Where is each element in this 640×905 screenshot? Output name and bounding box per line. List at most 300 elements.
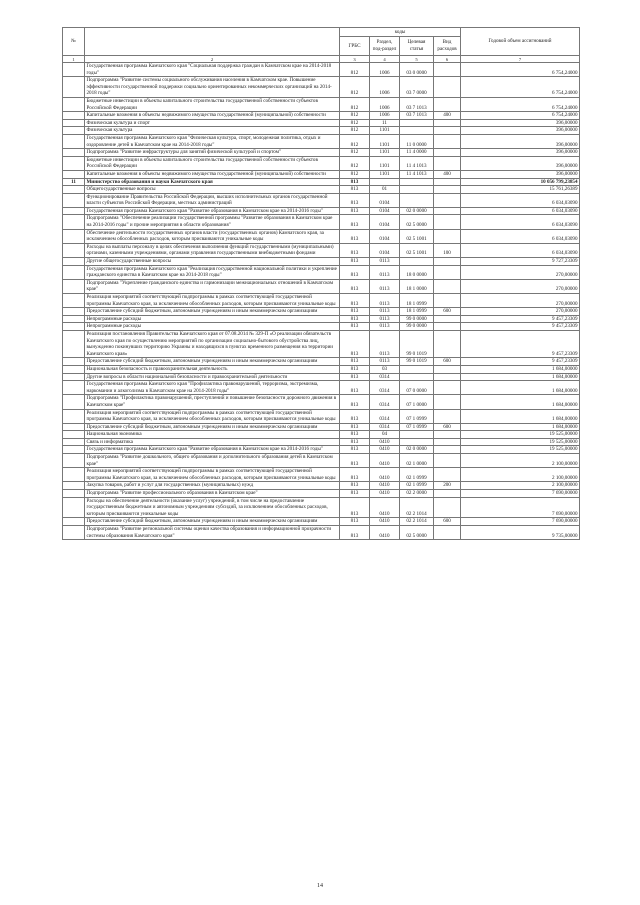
item-name-cell: Государственная программа Камчатского края "Физическая культура, спорт, молодежная политика, отдых и оздоровление детей в Камчатском крае на 2014-2018 годы" [85,134,340,148]
section-code-cell: 0410 [370,468,400,482]
expense-type-cell [434,395,461,409]
item-name-cell: Непрограммные расходы [85,315,340,323]
section-code-cell: 0113 [370,315,400,323]
item-name-cell: Подпрограмма "Обеспечение реализации государственной программы "Развитие образования в Камчатском крае на 2014-2016 годы" и прочие мероприятия в области образования" [85,215,340,229]
section-code-cell: 0113 [370,330,400,357]
allocation-amount-cell: 19 525,00000 [461,431,580,439]
target-article-cell: 03 0 0000 [400,63,434,77]
table-row [63,526,580,540]
target-article-cell [400,186,434,194]
item-name-cell: Государственная программа Камчатского края "Развитие образования в Камчатском крае на 2014-2016 годы" [85,446,340,454]
table-row [63,178,580,186]
allocation-amount-cell: 396,00000 [461,149,580,157]
target-article-cell: 99 0 1019 [400,330,434,357]
grbs-code-cell: 813 [340,215,370,229]
table-row [63,97,580,111]
grbs-code-cell: 813 [340,365,370,373]
header-row-1 [63,28,580,37]
section-code-cell [370,178,400,186]
allocation-amount-cell: 7 690,00000 [461,490,580,498]
expense-type-cell: 100 [434,243,461,257]
expense-type-cell [434,490,461,498]
table-row [63,409,580,423]
allocation-amount-cell: 15 761,26389 [461,186,580,194]
target-article-cell: 18 0 0000 [400,265,434,279]
allocation-amount-cell: 6 754,24000 [461,97,580,111]
expense-type-cell [434,526,461,540]
item-name-cell: Предоставление субсидий бюджетным, автономным учреждениям и иным некоммерческим организациям [85,518,340,526]
item-name-cell: Капитальные вложения в объекты недвижимого имущества государственной (муниципальной) собственности [85,170,340,178]
budget-table [62,27,580,540]
grbs-code-cell: 813 [340,308,370,316]
grbs-code-cell: 812 [340,119,370,127]
allocation-amount-cell: 6 754,24000 [461,77,580,98]
allocation-amount-cell: 396,00000 [461,127,580,135]
target-article-cell: 02 2 1014 [400,497,434,518]
target-article-cell: 03 7 1013 [400,112,434,120]
item-name-cell: Государственная программа Камчатского края "Развитие образования в Камчатском крае на 2014-2016 годы" [85,207,340,215]
row-number-cell [63,134,85,148]
item-name-cell: Подпрограмма "Развитие региональной системы оценки качества образования и информационной прозрачности системы образования Камчатского края" [85,526,340,540]
table-row [63,518,580,526]
expense-type-cell: 200 [434,482,461,490]
row-number-cell [63,215,85,229]
row-number-cell [63,365,85,373]
row-number-cell [63,63,85,77]
section-code-cell: 1101 [370,156,400,170]
section-code-cell: 0314 [370,395,400,409]
target-article-cell [400,373,434,381]
grbs-code-cell: 813 [340,279,370,293]
expense-type-cell [434,279,461,293]
allocation-amount-cell: 9 457,23309 [461,358,580,366]
expense-type-cell [434,63,461,77]
section-code-cell: 0410 [370,526,400,540]
table-row [63,468,580,482]
target-article-cell [400,193,434,207]
allocation-amount-cell: 6 034,03090 [461,207,580,215]
grbs-code-cell: 813 [340,468,370,482]
section-code-cell: 01 [370,186,400,194]
table-row [63,215,580,229]
expense-type-cell [434,97,461,111]
expense-type-cell [434,186,461,194]
expense-type-cell [434,315,461,323]
expense-type-cell [434,119,461,127]
allocation-amount-cell: 19 525,00000 [461,446,580,454]
table-row [63,112,580,120]
table-row [63,308,580,316]
table-row [63,497,580,518]
allocation-amount-cell: 270,00000 [461,294,580,308]
col-number: 2 [85,56,340,63]
table-row [63,373,580,381]
table-row [63,193,580,207]
grbs-code-cell: 813 [340,409,370,423]
item-name-cell: Реализация мероприятий соответствующей подпрограммы в рамках соответствующей государственной программы Камчатского края, за исключением обособленных расходов, которым присваиваются уникальные коды [85,409,340,423]
item-name-cell: Государственная программа Камчатского края "Социальная поддержка граждан в Камчатском крае на 2014-2018 годы" [85,63,340,77]
table-row [63,186,580,194]
expense-type-cell [434,431,461,439]
allocation-amount-cell: 9 457,23309 [461,315,580,323]
grbs-code-cell: 813 [340,265,370,279]
row-number-cell [63,438,85,446]
section-code-cell: 1006 [370,97,400,111]
table-row [63,431,580,439]
section-code-cell: 0410 [370,454,400,468]
table-row [63,279,580,293]
target-article-cell: 18 1 0000 [400,279,434,293]
section-code-cell: 0314 [370,381,400,395]
table-row [63,243,580,257]
item-name-cell: Обеспечение деятельности государственных органов власти (государственных органов) Камчатского края, за исключением обособленных расходов, которым присваиваются уникальные коды [85,229,340,243]
grbs-code-cell: 812 [340,97,370,111]
allocation-amount-cell: 9 457,23309 [461,330,580,357]
row-number-cell [63,119,85,127]
table-row [63,77,580,98]
grbs-code-cell: 813 [340,207,370,215]
grbs-code-cell: 812 [340,134,370,148]
grbs-code-cell: 812 [340,112,370,120]
target-article-cell: 02 5 0000 [400,526,434,540]
allocation-amount-cell: 6 034,03090 [461,215,580,229]
target-article-cell: 07 0 0000 [400,381,434,395]
expense-type-cell [434,330,461,357]
item-name-cell: Закупка товаров, работ и услуг для государственных (муниципальных) нужд [85,482,340,490]
allocation-amount-cell: 1 684,00000 [461,365,580,373]
item-name-cell: Физическая культура и спорт [85,119,340,127]
item-name-cell: Государственная программа Камчатского края "Профилактика правонарушений, терроризма, экстремизма, наркомании и алкоголизма в Камчатском крае на 2014-2018 годы" [85,381,340,395]
allocation-amount-cell: 396,00000 [461,156,580,170]
allocation-amount-cell: 6 754,24000 [461,112,580,120]
expense-type-cell: 600 [434,518,461,526]
row-number-cell [63,323,85,331]
row-number-cell [63,381,85,395]
grbs-code-cell: 813 [340,243,370,257]
grbs-code-cell: 813 [340,193,370,207]
allocation-amount-cell: 1 684,00000 [461,395,580,409]
grbs-code-cell: 813 [340,381,370,395]
expense-type-cell [434,365,461,373]
row-number-cell [63,526,85,540]
target-article-cell: 02 5 0000 [400,215,434,229]
section-code-cell: 0410 [370,482,400,490]
allocation-amount-cell: 2 100,00000 [461,468,580,482]
table-row [63,482,580,490]
table-body [63,63,580,540]
item-name-cell: Другие общегосударственные вопросы [85,258,340,266]
header-vid: Вид расходов [434,37,461,56]
row-number-cell [63,409,85,423]
item-name-cell: Непрограммные расходы [85,323,340,331]
section-code-cell: 0104 [370,193,400,207]
budget-sheet [62,27,579,540]
target-article-cell: 11 4 1013 [400,156,434,170]
row-number-cell [63,482,85,490]
section-code-cell: 1006 [370,112,400,120]
section-code-cell: 0113 [370,294,400,308]
grbs-code-cell: 812 [340,63,370,77]
table-row [63,229,580,243]
target-article-cell: 11 0 0000 [400,134,434,148]
section-code-cell: 1101 [370,149,400,157]
grbs-code-cell: 813 [340,358,370,366]
item-name-cell: Бюджетные инвестиции в объекты капитального строительства государственной собственности субъектов Российской Федерации [85,156,340,170]
header-total: Годовой объем ассигнований [461,28,580,56]
target-article-cell: 11 4 1013 [400,170,434,178]
grbs-code-cell: 813 [340,294,370,308]
allocation-amount-cell: 6 034,03090 [461,229,580,243]
section-code-cell: 0104 [370,207,400,215]
section-code-cell: 0104 [370,243,400,257]
target-article-cell: 02 1 0999 [400,468,434,482]
item-name-cell: Подпрограмма "Развитие системы социального обслуживания населения в Камчатском крае. Повышение эффективности государственной поддержки социально ориентированных некоммерческих организаций на 2014-2018 годы" [85,77,340,98]
section-code-cell: 04 [370,431,400,439]
grbs-code-cell: 812 [340,170,370,178]
col-number: 4 [370,56,400,63]
expense-type-cell [434,294,461,308]
section-code-cell: 0410 [370,490,400,498]
table-row [63,438,580,446]
item-name-cell: Предоставление субсидий бюджетным, автономным учреждениям и иным некоммерческим организациям [85,423,340,431]
allocation-amount-cell: 2 100,00000 [461,454,580,468]
item-name-cell: Подпрограмма "Развитие дошкольного, общего образования и дополнительного образования детей в Камчатском крае" [85,454,340,468]
table-row [63,134,580,148]
expense-type-cell [434,193,461,207]
expense-type-cell [434,497,461,518]
item-name-cell: Расходы на выплаты персоналу в целях обеспечения выполнения функций государственными (муниципальными) органами, казенными учреждениями, органами управления государственными внебюджетными фондами [85,243,340,257]
table-row [63,423,580,431]
row-number-cell [63,265,85,279]
target-article-cell: 03 7 1013 [400,97,434,111]
col-number: 1 [63,56,85,63]
allocation-amount-cell: 396,00000 [461,170,580,178]
table-row [63,323,580,331]
table-row [63,294,580,308]
allocation-amount-cell: 1 684,00000 [461,373,580,381]
grbs-code-cell: 813 [340,186,370,194]
row-number-cell [63,294,85,308]
allocation-amount-cell: 396,00000 [461,134,580,148]
grbs-code-cell: 813 [340,446,370,454]
item-name-cell: Государственная программа Камчатского края "Реализация государственной национальной политики и укрепление гражданского единства в Камчатском крае на 2014-2018 годы" [85,265,340,279]
target-article-cell: 07 1 0000 [400,395,434,409]
table-row [63,381,580,395]
expense-type-cell [434,229,461,243]
col-number: 3 [340,56,370,63]
row-number-cell [63,315,85,323]
header-col-numbers [63,56,580,63]
grbs-code-cell: 813 [340,431,370,439]
expense-type-cell [434,178,461,186]
grbs-code-cell: 813 [340,178,370,186]
item-name-cell: Подпрограмма "Профилактика правонарушений, преступлений и повышение безопасности дорожного движения в Камчатском крае" [85,395,340,409]
row-number-cell [63,446,85,454]
col-number: 6 [434,56,461,63]
expense-type-cell [434,149,461,157]
item-name-cell: Расходы на обеспечение деятельности (оказание услуг) учреждений, в том числе на предоставление государственным бюджетным и автономным учреждениям субсидий, за исключением обособленных расходов, которым присваиваются уникальные коды [85,497,340,518]
target-article-cell: 02 0 0000 [400,446,434,454]
target-article-cell [400,178,434,186]
expense-type-cell [434,446,461,454]
header-target: Целевая статья [400,37,434,56]
section-code-cell: 0113 [370,258,400,266]
row-number-cell [63,170,85,178]
section-code-cell: 0113 [370,265,400,279]
section-code-cell: 0113 [370,279,400,293]
section-code-cell: 0410 [370,518,400,526]
row-number-cell [63,127,85,135]
target-article-cell [400,438,434,446]
grbs-code-cell: 813 [340,315,370,323]
row-number-cell [63,243,85,257]
allocation-amount-cell: 9 727,23309 [461,258,580,266]
row-number-cell [63,229,85,243]
row-number-cell [63,431,85,439]
item-name-cell: Министерство образования и науки Камчатского края [85,178,340,186]
table-row [63,207,580,215]
section-code-cell: 0410 [370,446,400,454]
allocation-amount-cell: 19 525,00000 [461,438,580,446]
expense-type-cell: 600 [434,308,461,316]
expense-type-cell [434,381,461,395]
allocation-amount-cell: 1 684,00000 [461,423,580,431]
allocation-amount-cell: 10 056 799,23854 [461,178,580,186]
table-row [63,358,580,366]
target-article-cell: 18 1 0999 [400,308,434,316]
expense-type-cell [434,215,461,229]
target-article-cell: 03 7 0000 [400,77,434,98]
section-code-cell: 0113 [370,308,400,316]
grbs-code-cell: 813 [340,497,370,518]
table-row [63,127,580,135]
grbs-code-cell: 812 [340,127,370,135]
allocation-amount-cell: 1 684,00000 [461,409,580,423]
section-code-cell: 0410 [370,438,400,446]
table-row [63,149,580,157]
grbs-code-cell: 813 [340,258,370,266]
table-row [63,170,580,178]
item-name-cell: Реализация постановления Правительства Камчатского края от 07.08.2014 № 329-П «О реализации обязательств Камчатского края по осуществлению мероприятий по организации социально-бытового обустройства лиц, вынужденно покинувших территорию Украины и находящихся в пунктах временного размещения на территории Камчатского края» [85,330,340,357]
expense-type-cell: 600 [434,358,461,366]
table-row [63,119,580,127]
target-article-cell [400,258,434,266]
item-name-cell: Реализация мероприятий соответствующей подпрограммы в рамках соответствующей государственной программы Камчатского края, за исключением обособленных расходов, которым присваиваются уникальные коды [85,294,340,308]
expense-type-cell [434,373,461,381]
item-name-cell: Подпрограмма "Развитие инфраструктуры для занятий физической культурой и спортом" [85,149,340,157]
target-article-cell: 02 1 0999 [400,482,434,490]
table-row [63,315,580,323]
target-article-cell: 02 0 0000 [400,207,434,215]
col-number: 7 [461,56,580,63]
row-number-cell [63,77,85,98]
item-name-cell: Другие вопросы в области национальной безопасности и правоохранительной деятельности [85,373,340,381]
row-number-cell [63,308,85,316]
row-number-cell [63,468,85,482]
table-row [63,365,580,373]
row-number-cell [63,258,85,266]
item-name-cell: Реализация мероприятий соответствующей подпрограммы в рамках соответствующей государственной программы Камчатского края, за исключением обособленных расходов, которым присваиваются уникальные коды [85,468,340,482]
target-article-cell: 02 2 0000 [400,490,434,498]
target-article-cell: 02 2 1014 [400,518,434,526]
grbs-code-cell: 813 [340,229,370,243]
item-name-cell: Предоставление субсидий бюджетным, автономным учреждениям и иным некоммерческим организациям [85,358,340,366]
allocation-amount-cell: 6 754,24000 [461,63,580,77]
table-row [63,265,580,279]
expense-type-cell [434,207,461,215]
allocation-amount-cell: 7 690,00000 [461,518,580,526]
row-number-cell [63,518,85,526]
row-number-cell: 11 [63,178,85,186]
expense-type-cell [434,258,461,266]
allocation-amount-cell: 9 457,23309 [461,323,580,331]
section-code-cell: 1101 [370,127,400,135]
grbs-code-cell: 813 [340,490,370,498]
col-number: 5 [400,56,434,63]
item-name-cell: Бюджетные инвестиции в объекты капитального строительства государственной собственности субъектов Российской Федерации [85,97,340,111]
section-code-cell: 0314 [370,423,400,431]
section-code-cell: 0104 [370,229,400,243]
grbs-code-cell: 812 [340,77,370,98]
section-code-cell: 0314 [370,373,400,381]
row-number-cell [63,497,85,518]
section-code-cell: 1101 [370,170,400,178]
row-number-cell [63,490,85,498]
expense-type-cell [434,438,461,446]
expense-type-cell [434,156,461,170]
grbs-code-cell: 813 [340,395,370,409]
target-article-cell [400,431,434,439]
row-number-cell [63,97,85,111]
item-name-cell: Общегосударственные вопросы [85,186,340,194]
item-name-cell: Подпрограмма "Укрепление гражданского единства и гармонизации межнациональных отношений в Камчатском крае" [85,279,340,293]
allocation-amount-cell: 270,00000 [461,308,580,316]
expense-type-cell [434,134,461,148]
target-article-cell: 99 0 1019 [400,358,434,366]
expense-type-cell: 400 [434,170,461,178]
item-name-cell: Национальная экономика [85,431,340,439]
grbs-code-cell: 813 [340,423,370,431]
table-row [63,446,580,454]
target-article-cell: 99 0 0000 [400,315,434,323]
target-article-cell [400,365,434,373]
target-article-cell [400,119,434,127]
section-code-cell: 0113 [370,358,400,366]
table-row [63,330,580,357]
expense-type-cell [434,323,461,331]
row-number-cell [63,112,85,120]
target-article-cell: 02 5 1001 [400,243,434,257]
item-name-cell: Капитальные вложения в объекты недвижимого имущества государственной (муниципальной) собственности [85,112,340,120]
expense-type-cell: 600 [434,423,461,431]
table-row [63,258,580,266]
allocation-amount-cell: 270,00000 [461,265,580,279]
grbs-code-cell: 813 [340,482,370,490]
allocation-amount-cell: 270,00000 [461,279,580,293]
allocation-amount-cell: 1 684,00000 [461,381,580,395]
grbs-code-cell: 812 [340,149,370,157]
expense-type-cell [434,265,461,279]
item-name-cell: Национальная безопасность и правоохранительная деятельность [85,365,340,373]
row-number-cell [63,193,85,207]
expense-type-cell [434,127,461,135]
target-article-cell: 02 1 0000 [400,454,434,468]
grbs-code-cell: 813 [340,330,370,357]
allocation-amount-cell: 6 034,03090 [461,193,580,207]
row-number-cell [63,207,85,215]
row-number-cell [63,149,85,157]
allocation-amount-cell: 2 100,00000 [461,482,580,490]
